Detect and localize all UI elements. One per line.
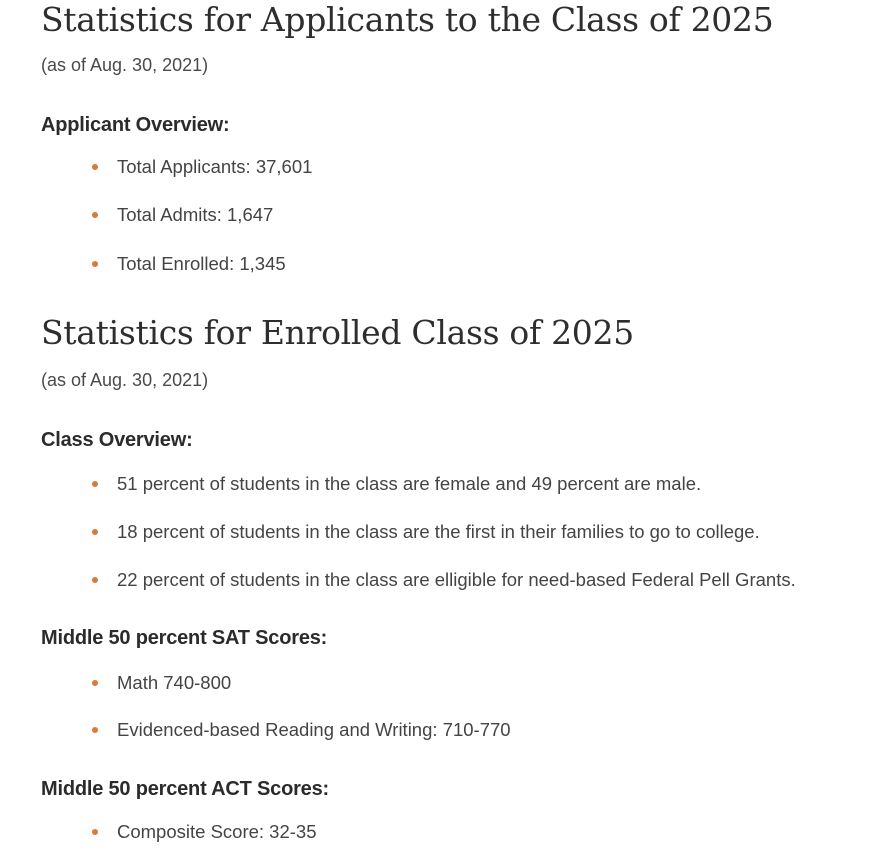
bullet-icon bbox=[92, 212, 98, 218]
list-item bbox=[92, 569, 796, 591]
list-item-text: Evidenced-based Reading and Writing: 710-770 bbox=[117, 719, 511, 740]
bullet-icon bbox=[92, 829, 98, 835]
list-item-text: Total Admits: 1,647 bbox=[117, 204, 274, 225]
sat-scores-heading: Middle 50 percent SAT Scores: bbox=[41, 627, 328, 649]
list-item-text: Math 740-800 bbox=[117, 672, 232, 693]
enrolled-title: Statistics for Enrolled Class of 2025 bbox=[41, 313, 634, 352]
applicant-overview-heading: Applicant Overview: bbox=[41, 114, 230, 136]
list-item bbox=[92, 204, 273, 226]
list-item bbox=[92, 473, 701, 495]
list-item bbox=[92, 253, 286, 275]
list-item bbox=[92, 821, 317, 843]
list-item bbox=[92, 672, 231, 694]
list-item-text: Total Applicants: 37,601 bbox=[117, 156, 313, 177]
bullet-icon bbox=[92, 727, 98, 733]
bullet-icon bbox=[92, 680, 98, 686]
list-item bbox=[92, 156, 312, 178]
list-item bbox=[92, 521, 760, 543]
bullet-icon bbox=[92, 164, 98, 170]
list-item-text: 22 percent of students in the class are elligible for need-based Federal Pell Grants. bbox=[117, 569, 796, 590]
list-item bbox=[92, 719, 511, 741]
bullet-icon bbox=[92, 261, 98, 267]
applicants-as-of-date: (as of Aug. 30, 2021) bbox=[41, 55, 209, 75]
applicants-title: Statistics for Applicants to the Class of 2025 bbox=[41, 0, 774, 39]
class-overview-heading: Class Overview: bbox=[41, 429, 193, 451]
act-scores-heading: Middle 50 percent ACT Scores: bbox=[41, 778, 329, 800]
list-item-text: 18 percent of students in the class are the first in their families to go to college. bbox=[117, 521, 760, 542]
list-item-text: 51 percent of students in the class are female and 49 percent are male. bbox=[117, 473, 702, 494]
bullet-icon bbox=[92, 577, 98, 583]
list-item-text: Composite Score: 32-35 bbox=[117, 821, 317, 842]
bullet-icon bbox=[92, 529, 98, 535]
list-item-text: Total Enrolled: 1,345 bbox=[117, 253, 286, 274]
bullet-icon bbox=[92, 481, 98, 487]
enrolled-as-of-date: (as of Aug. 30, 2021) bbox=[41, 370, 209, 390]
